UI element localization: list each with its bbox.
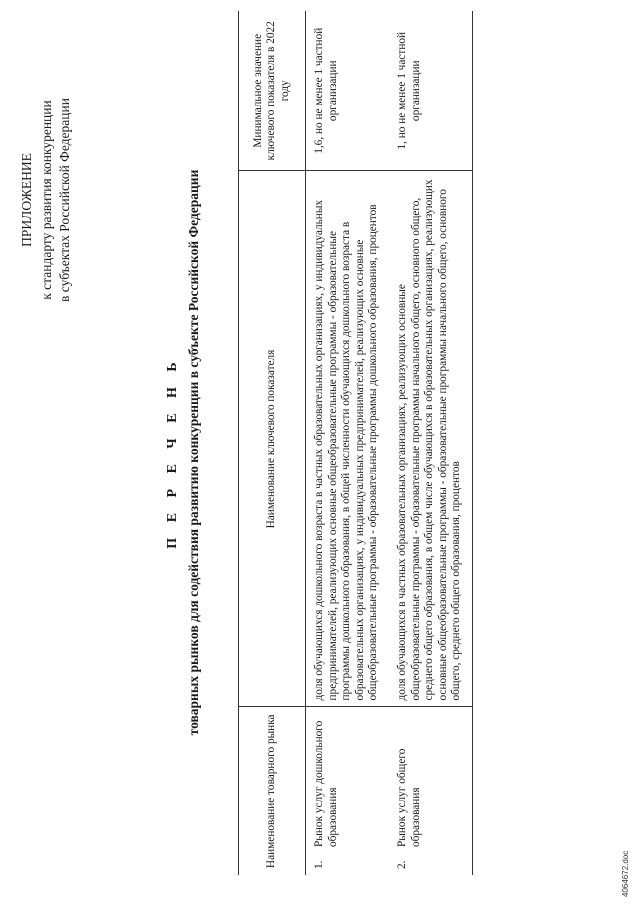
markets-table <box>238 11 473 875</box>
table-row <box>306 11 389 875</box>
indicator-cell: доля обучающихся дошкольного возраста в частных образовательных организациях, у индивидуальных предпринимателей, реализующих основные общеобразовательные программы - образовательные программы дошкольного образования, в общей численности обучающихся дошкольного возраста в образовательных организациях, у индивидуальных предпринимателей, реализующих основные общеобразовательные программы - образовательные программы дошкольного образования, процентов <box>306 171 389 707</box>
appendix-heading: ПРИЛОЖЕНИЕ <box>19 153 34 247</box>
row-number: 2. <box>395 860 408 869</box>
appendix-line-1: к стандарту развития конкуренции <box>39 100 54 300</box>
market-cell <box>389 707 472 875</box>
header-indicator: Наименование ключевого показателя <box>239 171 306 707</box>
header-market: Наименование товарного рынка <box>239 707 306 875</box>
indicator-cell: доля обучающихся в частных образовательных организациях, реализующих основные общеобразовательные программы - образовательные программы начального общего, основного общего, среднего общего образования, в общем числе обучающихся в образовательных организациях, реализующих основные общеобразовательные программы - образовательные программы начального общего, основного общего, среднего общего образования, процентов <box>389 171 472 707</box>
document-subtitle: товарных рынков для содействия развитию конкуренции в субъекте Российской Федерации <box>186 169 201 736</box>
appendix-line-2: в субъектах Российской Федерации <box>57 98 72 302</box>
market-name: Рынок услуг общего образования <box>395 748 422 847</box>
table-header-row <box>239 11 306 875</box>
market-name: Рынок услуг дошкольного образования <box>313 720 339 847</box>
min-value-cell: 1,6, но не менее 1 частной организации <box>306 11 389 171</box>
min-value-cell: 1, но не менее 1 частной организации <box>389 11 472 171</box>
market-cell <box>306 707 389 875</box>
table-row <box>389 11 472 875</box>
document-title: П Е Р Е Ч Е Н Ь <box>165 356 180 549</box>
document-id-footer: 4064672.doc <box>621 850 630 897</box>
header-min-value: Минимальное значение ключевого показателя в 2022 году <box>239 11 306 171</box>
row-number: 1. <box>313 860 325 869</box>
